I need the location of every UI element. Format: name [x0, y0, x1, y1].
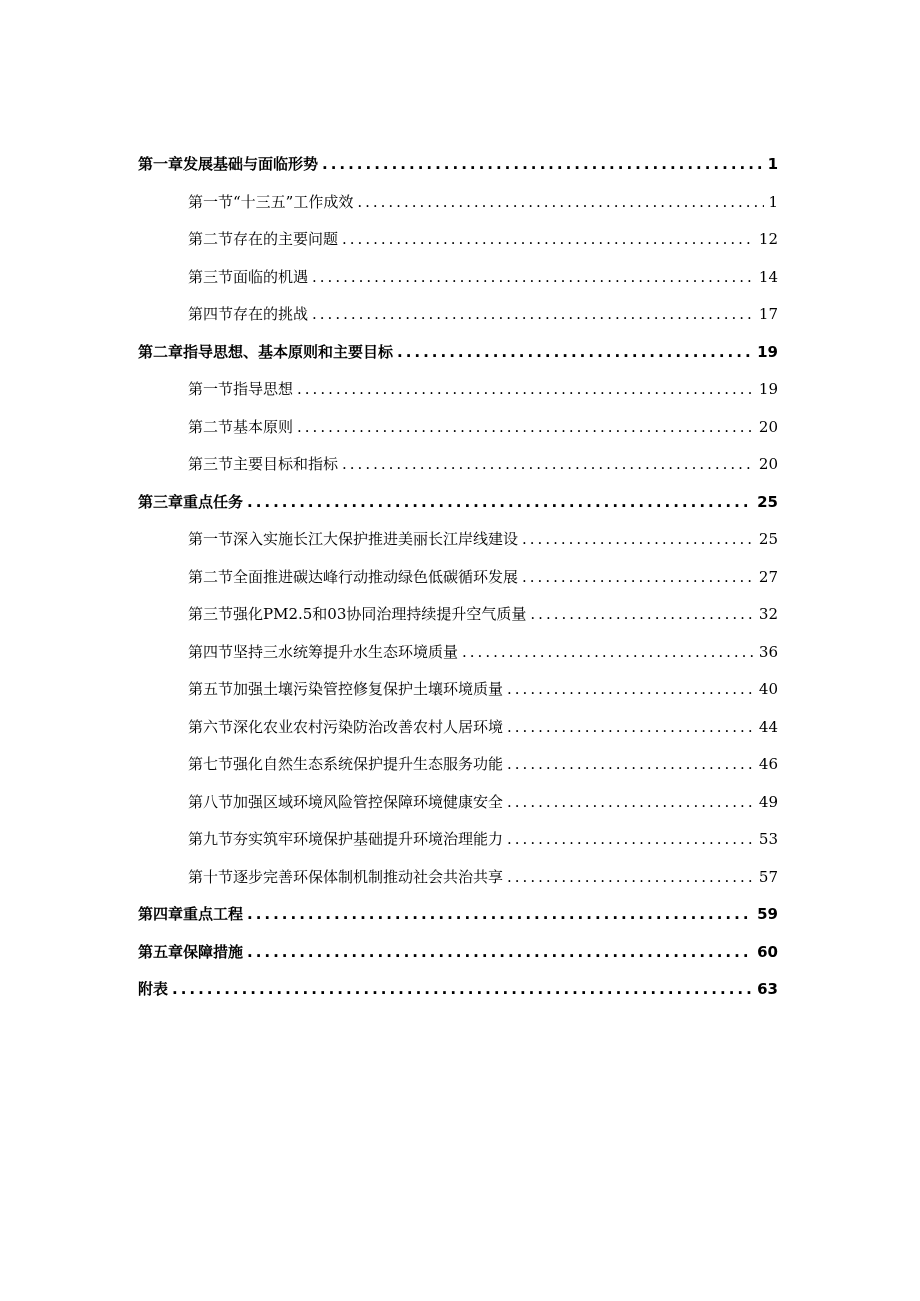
toc-entry-title: 第三章重点任务: [138, 492, 244, 511]
toc-section-1-1[interactable]: [138, 184, 778, 222]
toc-section-3-6[interactable]: [138, 709, 778, 747]
toc-entry-title: 第二节全面推进碳达峰行动推动绿色低碳循环发展: [188, 567, 519, 586]
toc-page-number: 25: [758, 530, 778, 548]
toc-page-number: 53: [758, 830, 778, 848]
toc-page-number: 19: [757, 342, 778, 361]
toc-page-number: 17: [758, 305, 778, 323]
toc-page-number: 59: [757, 905, 778, 923]
toc-page-number: 57: [758, 867, 778, 886]
toc-section-2-1[interactable]: [138, 371, 778, 409]
toc-page-number: 46: [758, 755, 778, 773]
toc-dot-leader: [247, 896, 753, 934]
toc-section-3-1[interactable]: [138, 521, 778, 559]
toc-entry-title: 第一节指导思想: [188, 380, 294, 398]
table-of-contents: [138, 146, 778, 1009]
toc-chapter-3[interactable]: [138, 484, 778, 522]
toc-entry-title: 第三节强化PM2.5和03协同治理持续提升空气质量: [188, 605, 527, 623]
toc-page-number: 40: [758, 680, 778, 698]
toc-entry-title: 第二节存在的主要问题: [188, 230, 339, 248]
toc-entry-title: 第一节深入实施长江大保护推进美丽长江岸线建设: [188, 530, 519, 548]
toc-dot-leader: [507, 821, 755, 859]
toc-dot-leader: [322, 146, 764, 184]
toc-entry-title: 第一节“十三五”工作成效: [188, 192, 354, 211]
toc-section-1-2[interactable]: [138, 221, 778, 259]
toc-page-number: 27: [758, 567, 778, 586]
toc-page-number: 49: [758, 792, 778, 811]
toc-dot-leader: [507, 859, 755, 897]
toc-dot-leader: [297, 409, 755, 447]
toc-page-number: 1: [768, 192, 778, 211]
toc-section-3-7[interactable]: [138, 746, 778, 784]
toc-dot-leader: [507, 784, 755, 822]
toc-dot-leader: [522, 521, 755, 559]
toc-entry-title: 第六节深化农业农村污染防治改善农村人居环境: [188, 717, 504, 736]
toc-page-number: 19: [758, 380, 778, 398]
toc-dot-leader: [312, 259, 755, 297]
toc-entry-title: 第二节基本原则: [188, 417, 294, 436]
toc-page-number: 25: [757, 492, 778, 511]
toc-page-number: 12: [758, 230, 778, 248]
toc-entry-title: 第五节加强土壤污染管控修复保护土壤环境质量: [188, 680, 504, 698]
toc-entry-title: 第八节加强区域环境风险管控保障环境健康安全: [188, 792, 504, 811]
toc-entry-title: 第二章指导思想、基本原则和主要目标: [138, 342, 394, 361]
toc-dot-leader: [247, 934, 753, 972]
toc-section-3-8[interactable]: [138, 784, 778, 822]
toc-chapter-2[interactable]: [138, 334, 778, 372]
toc-page-number: 1: [767, 155, 778, 173]
toc-dot-leader: [172, 971, 753, 1009]
toc-entry-title: 第十节逐步完善环保体制机制推动社会共治共享: [188, 867, 504, 886]
toc-dot-leader: [507, 746, 755, 784]
toc-section-1-4[interactable]: [138, 296, 778, 334]
toc-section-1-3[interactable]: [138, 259, 778, 297]
toc-section-3-9[interactable]: [138, 821, 778, 859]
toc-dot-leader: [462, 634, 755, 672]
toc-entry-title: 第一章发展基础与面临形势: [138, 155, 319, 173]
toc-dot-leader: [297, 371, 755, 409]
toc-section-3-10[interactable]: [138, 859, 778, 897]
toc-section-2-3[interactable]: [138, 446, 778, 484]
toc-entry-title: 第四章重点工程: [138, 905, 244, 923]
toc-dot-leader: [312, 296, 755, 334]
toc-page-number: 20: [758, 455, 778, 473]
toc-dot-leader: [530, 596, 755, 634]
toc-section-3-2[interactable]: [138, 559, 778, 597]
toc-entry-title: 第九节夯实筑牢环境保护基础提升环境治理能力: [188, 830, 504, 848]
toc-page-number: 63: [757, 980, 778, 998]
toc-page-number: 36: [758, 642, 778, 661]
toc-dot-leader: [397, 334, 753, 372]
toc-chapter-4[interactable]: [138, 896, 778, 934]
toc-dot-leader: [342, 221, 755, 259]
toc-entry-title: 附表: [138, 980, 169, 998]
toc-page-number: 32: [758, 605, 778, 623]
toc-page-number: 14: [758, 267, 778, 286]
toc-dot-leader: [247, 484, 753, 522]
toc-dot-leader: [522, 559, 755, 597]
toc-page-number: 44: [758, 717, 778, 736]
toc-entry-title: 第四节存在的挑战: [188, 305, 309, 323]
toc-entry-title: 第四节坚持三水统筹提升水生态环境质量: [188, 642, 459, 661]
toc-entry-title: 第三节面临的机遇: [188, 267, 309, 286]
toc-chapter-1[interactable]: [138, 146, 778, 184]
toc-entry-title: 第七节强化自然生态系统保护提升生态服务功能: [188, 755, 504, 773]
toc-section-3-3[interactable]: [138, 596, 778, 634]
toc-entry-title: 第五章保障措施: [138, 942, 244, 961]
toc-page-number: 20: [758, 417, 778, 436]
toc-dot-leader: [507, 709, 755, 747]
toc-appendix[interactable]: [138, 971, 778, 1009]
toc-entry-title: 第三节主要目标和指标: [188, 455, 339, 473]
toc-section-3-5[interactable]: [138, 671, 778, 709]
toc-page-number: 60: [757, 942, 778, 961]
toc-dot-leader: [507, 671, 755, 709]
toc-section-2-2[interactable]: [138, 409, 778, 447]
toc-chapter-5[interactable]: [138, 934, 778, 972]
toc-dot-leader: [342, 446, 755, 484]
toc-dot-leader: [357, 184, 764, 222]
toc-section-3-4[interactable]: [138, 634, 778, 672]
